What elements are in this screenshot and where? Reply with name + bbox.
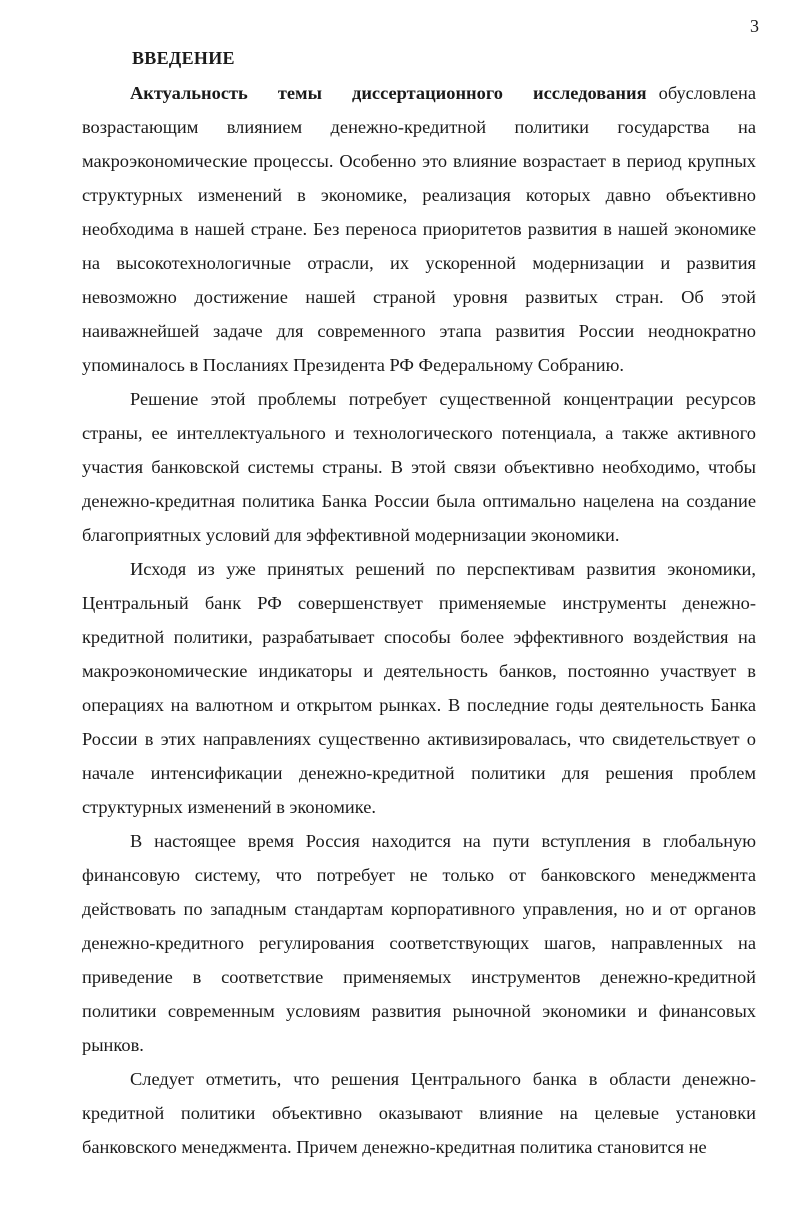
paragraph-5-text: Следует отметить, что решения Центрального банка в области денежно-кредитной политики объективно оказывают влияние на целевые установки банковского менеджмента. Причем денежно-кредитная политика становится не — [82, 1069, 756, 1157]
paragraph-4 — [82, 824, 756, 1062]
paragraph-3 — [82, 552, 756, 824]
paragraph-2-text: Решение этой проблемы потребует существенной концентрации ресурсов страны, ее интеллектуального и технологического потенциала, а также активного участия банковской системы страны. В этой связи объективно необходимо, чтобы денежно-кредитная политика Банка России была оптимально нацелена на создание благоприятных условий для эффективной модернизации экономики. — [82, 389, 756, 545]
paragraph-1 — [82, 76, 756, 382]
body-text — [82, 76, 756, 1164]
paragraph-1-lead: Актуальность темы диссертационного исследования — [130, 83, 647, 103]
page-number: 3 — [750, 16, 759, 36]
paragraph-5 — [82, 1062, 756, 1164]
paragraph-1-text: обусловлена возрастающим влиянием денежно-кредитной политики государства на макроэкономические процессы. Особенно это влияние возрастает в период крупных структурных изменений в экономике, реализация которых давно объективно необходима в нашей стране. Без переноса приоритетов развития в нашей экономике на высокотехнологичные отрасли, их ускоренной модернизации и развития невозможно достижение нашей страной уровня развитых стран. Об этой наиважнейшей задаче для современного этапа развития России неоднократно упоминалось в Посланиях Президента РФ Федеральному Собранию. — [82, 83, 756, 375]
paragraph-2 — [82, 382, 756, 552]
paragraph-3-text: Исходя из уже принятых решений по перспективам развития экономики, Центральный банк РФ совершенствует применяемые инструменты денежно-кредитной политики, разрабатывает способы более эффективного воздействия на макроэкономические индикаторы и деятельность банков, постоянно участвует в операциях на валютном и открытом рынках. В последние годы деятельность Банка России в этих направлениях существенно активизировалась, что свидетельствует о начале интенсификации денежно-кредитной политики для решения проблем структурных изменений в экономике. — [82, 559, 756, 817]
paragraph-4-text: В настоящее время Россия находится на пути вступления в глобальную финансовую систему, что потребует не только от банковского менеджмента действовать по западным стандартам корпоративного управления, но и от органов денежно-кредитного регулирования соответствующих шагов, направленных на приведение в соответствие применяемых инструментов денежно-кредитной политики современным условиям развития рыночной экономики и финансовых рынков. — [82, 831, 756, 1055]
section-heading: ВВЕДЕНИЕ — [132, 48, 235, 68]
